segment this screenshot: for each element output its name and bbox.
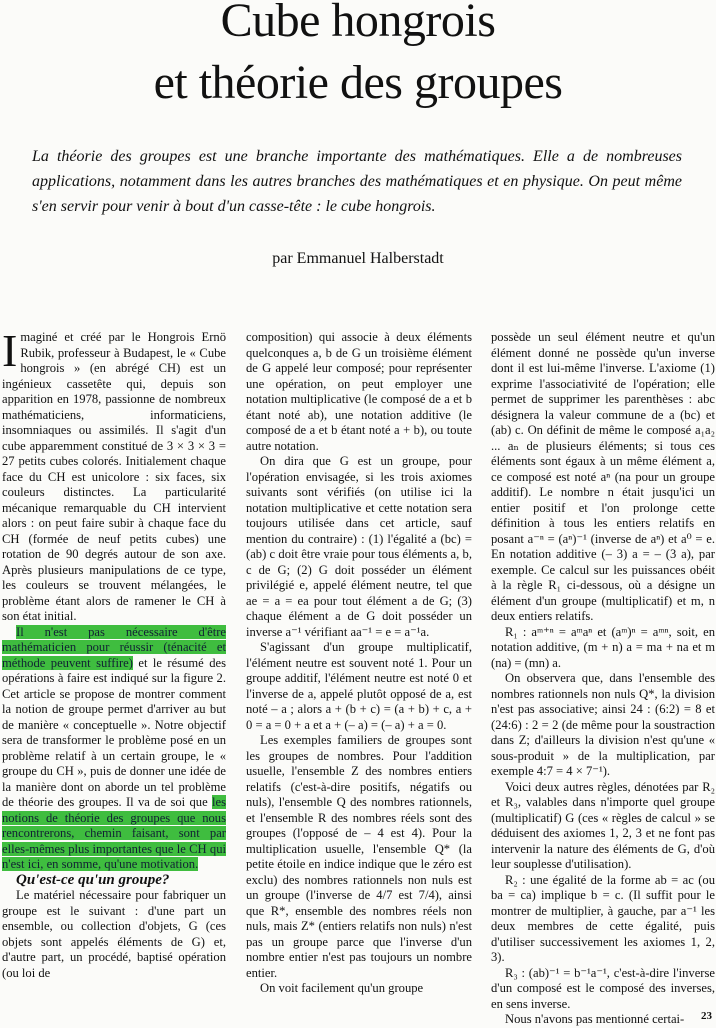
col2-paragraph-5: On voit facilement qu'un groupe [260,981,424,995]
drop-cap: I [2,325,18,376]
title-line-1: Cube hongrois [220,0,496,47]
col3-paragraph-1: possède un seul élément neutre et qu'un élément donné ne possède qu'un inverse dont il est lui-même l'inverse. L'axiome (1) exprime l'associativité de l'opération; elle permet de supprimer les parenthèses : abc désignera la valeur commune de a (bc) et (ab) c. On définit de même le composé a₁a₂ ... aₙ de plusieurs éléments; si tous ces éléments sont égaux à un même élément a, ce composé est noté aⁿ (na pour un groupe additif). Le nombre n était jusqu'ici un entier positif et l'on prolonge cette définition à tous les entiers relatifs en posant a⁻ⁿ = (aⁿ)⁻¹ (inverse de aⁿ) et a⁰ = e. En notation additive (– 3) a = – (3 a), par exemple. Ce calcul sur les puissances obéit à la règle R₁ ci-dessous, où a désigne un élément d'un groupe (multiplicatif) et m, n deux entiers relatifs. [491,330,715,623]
col3-paragraph-4: Voici deux autres règles, dénotées par R₂ et R₃, valables dans n'importe quel groupe (multiplicatif) G (ces « règles de calcul » se déduisent des axiomes 1, 2, 3 et ne font pas intervenir la nature des éléments de G, d'où leur souplesse d'utilisation). [491,779,715,871]
col3-paragraph-2: R₁ : aᵐ⁺ⁿ = aᵐaⁿ et (aᵐ)ⁿ = aᵐⁿ, soit, en notation additive, (m + n) a = ma + na et m (na) = (mn) a. [491,624,715,670]
col2-paragraph-3: S'agissant d'un groupe multiplicatif, l'élément neutre est souvent noté 1. Pour un groupe additif, l'élément neutre est noté 0 et l'inverse de a, appelé plutôt opposé de a, est noté – a ; alors a + (b + c) = (a + b) + c, a + 0 = a = 0 + a et a + (– a) = (– a) + a = 0. [246,640,472,732]
col3-paragraph-6: R₃ : (ab)⁻¹ = b⁻¹a⁻¹, c'est-à-dire l'inverse d'un composé est le composé des inverses, en sens inverse. [491,965,715,1011]
intro-paragraph: La théorie des groupes est une branche importante des mathématiques. Elle a de nombreuses applications, notamment dans les autres branches des mathématiques et en physique. On peut même s'en servir pour venir à bout d'un casse-tête : le cube hongrois. [32,148,682,215]
byline: par Emmanuel Halberstadt [272,250,444,267]
highlight-2: les notions de théorie des groupes que nous rencontrerons, chemin faisant, sont par elles-mêmes plus importantes que le CH qui n'est ici, en somme, qu'une motivation. [2,795,226,871]
column-1 [2,325,226,981]
col1-paragraph-3: Le matériel nécessaire pour fabriquer un groupe est le suivant : d'une part un ensemble, ou collection d'objets, G (ces objets sont appelés éléments de G) et, d'autre part, un procédé, baptisé opération (ou loi de [2,888,226,980]
col1-p2-text: et le résumé des opérations à faire est indiqué sur la figure 2. Cet article se propose de montrer comment la notion de groupe permet d'arriver au but de manière « conceptuelle ». Notre objectif sera de transformer le problème posé en un problème relatif à un certain groupe, le « groupe du CH », puis de donner une idée de la manière dont on aborde un tel problème de théorie des groupes. Il va de soi que [2,655,226,809]
page-number: 23 [701,1010,712,1022]
col1-paragraph-1 [2,325,226,625]
column-2 [246,330,472,997]
title-line-2: et théorie des groupes [153,56,563,109]
section-heading: Qu'est-ce qu'un groupe? [16,871,170,888]
col2-paragraph-1: composition) qui associe à deux éléments quelconques a, b de G un troisième élément de G appelé leur composé; pour représenter une opération, on peut employer une notation multiplicative (le composé de a et b étant noté ab), une notation additive (le composé de a et b étant noté a + b), ou toute autre notation. [246,330,472,453]
col2-paragraph-4: Les exemples familiers de groupes sont les groupes de nombres. Pour l'addition usuelle, l'ensemble Z des nombres entiers relatifs (c'est-à-dire positifs, négatifs ou nuls), l'ensemble Q des nombres rationnels, et l'ensemble R des nombres réels sont des groupes (l'opposé de – 4 est 4). Pour la multiplication usuelle, l'ensemble Q* (la petite étoile en indice indique que le zéro est exclu) des nombres rationnels non nuls est un groupe (l'inverse de 4/7 est 7/4), ainsi que R*, ensemble des nombres réels non nuls, mais Z* (entiers relatifs non nuls) n'est pas un groupe parce que l'inverse d'un nombre entier n'est pas toujours un nombre entier. [246,733,472,980]
col1-paragraph-2 [2,625,226,873]
col2-paragraph-2: On dira que G est un groupe, pour l'opération envisagée, si les trois axiomes suivants sont vérifiés (on utilise ici la notation multiplicative et cette notation sera toujours utilisée dans cet article, sauf mention du contraire) : (1) l'égalité a (bc) = (ab) c doit être vraie pour tous éléments a, b, c de G; (2) G doit posséder un élément privilégié e, appelé élément neutre, tel que ae = a = ea pour tout élément a de G; (3) chaque élément a de G doit posséder un inverse a⁻¹ vérifiant aa⁻¹ = e = a⁻¹a. [246,454,472,639]
column-3 [491,330,715,1028]
col1-p1-text: maginé et créé par le Hongrois Ernö Rubik, professeur à Budapest, le « Cube hongrois » (en abrégé CH) est un ingénieux cassetête qui, depuis son apparition en 1978, passionne de nombreux mathématiciens, informaticiens, insomniaques ou assimilés. Il s'agit d'un cube apparemment constitué de 3 × 3 × 3 = 27 petits cubes colorés. Initialement chaque face du CH est unicolore : six faces, six couleurs distinctes. La particularité mécanique remarquable du CH intervient alors : on peut faire subir à chaque face du CH (formée de neuf petits cubes) une rotation de 90 degrés autour de son axe. Après plusieurs manipulations de ce type, les couleurs se trouvent mélangées, le problème étant alors de ramener le CH à son état initial. [2,330,226,623]
col3-paragraph-5: R₂ : une égalité de la forme ab = ac (ou ba = ca) implique b = c. (Il suffit pour le montrer de multiplier, à gauche, par a⁻¹ les deux membres de cette égalité, puis d'utiliser successivement les axiomes 1, 2, 3). [491,872,715,964]
col3-paragraph-7: Nous n'avons pas mentionné certai- [505,1012,685,1026]
col3-paragraph-3: On observera que, dans l'ensemble des nombres rationnels non nuls Q*, la division n'est pas associative; ainsi 24 : (6:2) = 8 et (24:6) : 2 = 2 (de même pour la soustraction dans Z; d'ailleurs la division n'est qu'une « sous-produit » de la multiplication, par exemple 4:7 = 4 × 7⁻¹). [491,671,715,778]
highlight-1: Il n'est pas nécessaire d'être mathématicien pour réussir (ténacité et méthode peuvent suffire) [2,624,226,670]
